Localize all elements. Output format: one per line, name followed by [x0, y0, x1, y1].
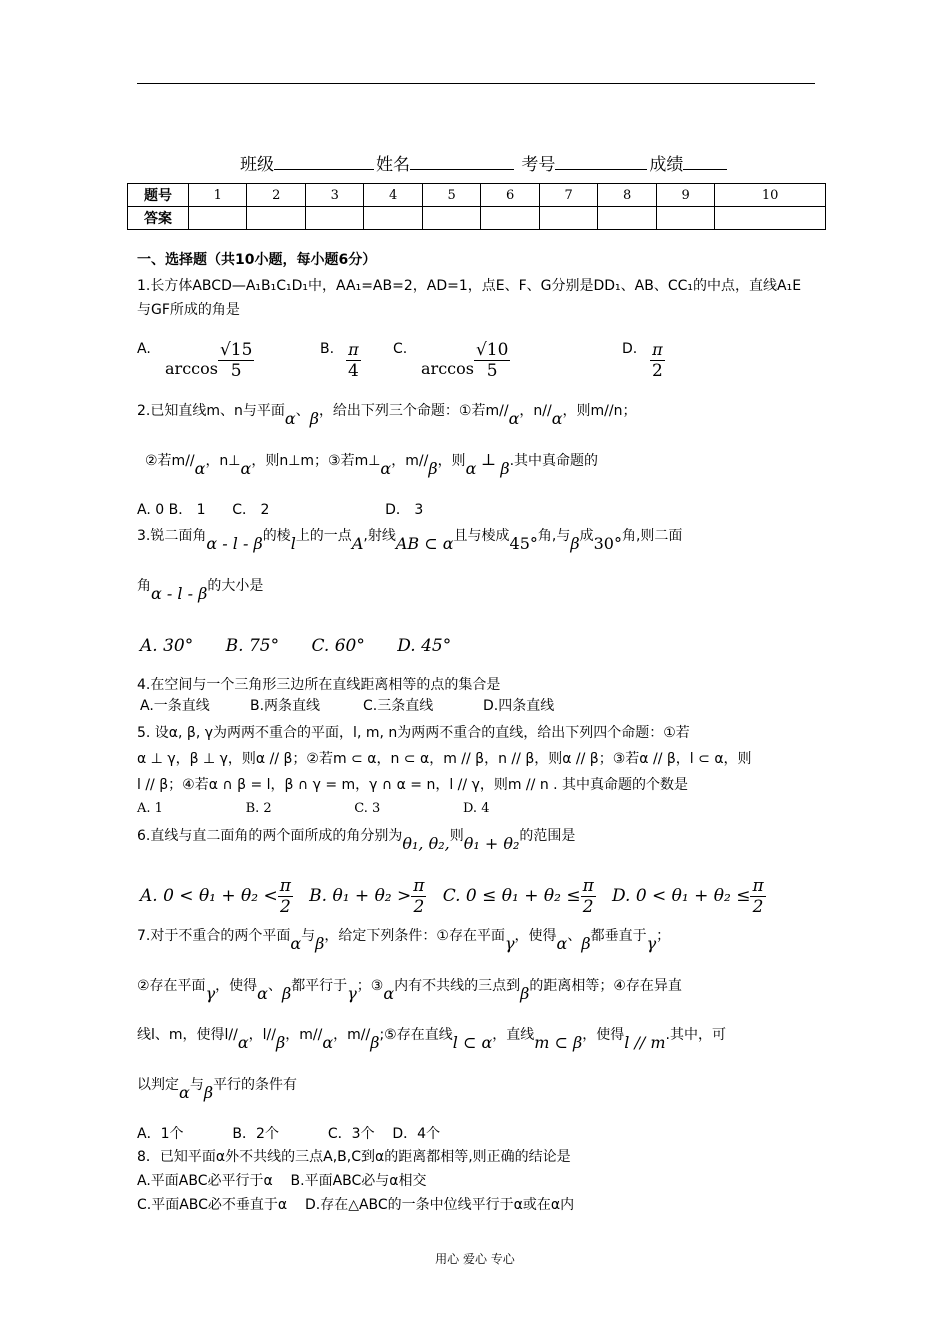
answer-cell[interactable] — [364, 207, 422, 230]
qnum-cell: 1 — [189, 184, 247, 207]
qnum-cell: 7 — [539, 184, 597, 207]
q6-option-b: B. θ₁ + θ₂ > — [309, 886, 412, 906]
answer-table — [127, 183, 826, 230]
q1-option-b-math: $\frac{\pi}{4}$ — [348, 340, 359, 381]
answer-cell[interactable] — [189, 207, 247, 230]
q5-options: A. 1 B. 2 C. 3 D. 4 — [137, 801, 490, 816]
q1-option-c: C. — [393, 341, 408, 357]
score-label: 成绩 — [649, 155, 684, 175]
qnum-cell: 5 — [422, 184, 480, 207]
qnum-cell: 3 — [305, 184, 363, 207]
q3-stem-line2: 角α - l - β的大小是 — [137, 578, 264, 603]
answer-cell[interactable] — [305, 207, 363, 230]
top-rule — [137, 83, 815, 84]
q7-options: A．1个 B．2个 C．3个 D．4个 — [137, 1126, 441, 1142]
q3-options: A. 30° B. 75° C. 60° D. 45° — [140, 636, 452, 656]
answer-cell[interactable] — [715, 207, 826, 230]
answer-row — [128, 207, 826, 230]
q7-stem-line2: ②存在平面γ，使得α、β都平行于γ；③α内有不共线的三点到β的距离相等；④存在异直 — [137, 978, 682, 1003]
q7-stem-line1: 7.对于不重合的两个平面α与β，给定下列条件：①存在平面γ，使得α、β都垂直于γ； — [137, 928, 671, 953]
q1-option-d: D. — [622, 341, 638, 357]
name-label: 姓名 — [376, 155, 410, 175]
qnum-cell: 10 — [715, 184, 826, 207]
answer-cell[interactable] — [422, 207, 480, 230]
answer-cell[interactable] — [539, 207, 597, 230]
answer-cell[interactable] — [598, 207, 656, 230]
qnum-cell: 9 — [656, 184, 714, 207]
student-info-header — [240, 150, 729, 175]
q1-option-b: B. — [320, 341, 335, 357]
qnum-cell: 4 — [364, 184, 422, 207]
q1-option-a-math: arccos $\frac{√15}{5}$ — [165, 340, 253, 381]
class-blank[interactable] — [274, 151, 374, 170]
q6-option-a: A. 0 < θ₁ + θ₂ < — [140, 886, 278, 906]
q8-stem: 8．已知平面α外不共线的三点A,B,C到α的距离都相等,则正确的结论是 — [137, 1149, 571, 1165]
name-blank[interactable] — [410, 151, 514, 170]
q5-stem-line3: l // β；④若α ∩ β = l，β ∩ γ = m，γ ∩ α = n，l // γ，则m // n . 其中真命题的个数是 — [137, 777, 689, 793]
q6-options: A. 0 < θ₁ + θ₂ < $\frac{\pi}{2}$ B. θ₁ + θ₂ > $\frac{\pi}{2}$ C. 0 ≤ θ₁ + θ₂ ≤ $\frac{\pi}{2}$ D. 0 < θ₁ + θ₂ ≤ $\frac{\pi}{2}$ — [140, 876, 764, 917]
question-number-row — [128, 184, 826, 207]
q7-stem-line4: 以判定α与β平行的条件有 — [137, 1077, 298, 1102]
q4-option-b: B.两条直线 — [250, 698, 321, 714]
q2-stem-line2: ②若m//α，n⊥α，则n⊥m；③若m⊥α，m//β，则α ⊥ β.其中真命题的 — [145, 450, 599, 478]
class-label: 班级 — [240, 155, 274, 175]
answer-cell[interactable] — [656, 207, 714, 230]
qnum-cell: 2 — [247, 184, 305, 207]
q6-stem: 6.直线与直二面角的两个面所成的角分别为θ₁, θ₂,则θ₁ + θ₂的范围是 — [137, 828, 576, 853]
q8-options-cd: C.平面ABC必不垂直于α D.存在△ABC的一条中位线平行于α或在α内 — [137, 1197, 575, 1213]
page-footer: 用心 爱心 专心 — [435, 1252, 515, 1266]
q1-option-c-math: arccos $\frac{√10}{5}$ — [421, 340, 509, 381]
q6-option-c: C. 0 ≤ θ₁ + θ₂ ≤ — [442, 886, 581, 906]
q2-stem-line1: 2.已知直线m、n与平面α、β，给出下列三个命题：①若m//α，n//α，则m//n； — [137, 403, 637, 428]
q2-options: A. 0 B． 1 C． 2 D． 3 — [137, 502, 424, 518]
answer-cell[interactable] — [247, 207, 305, 230]
q1-option-d-math: $\frac{\pi}{2}$ — [652, 340, 663, 381]
q1-stem-line2: 与GF所成的角是 — [137, 302, 240, 318]
q6-option-d: D. 0 < θ₁ + θ₂ ≤ — [611, 886, 751, 906]
q1-option-a: A. — [137, 341, 151, 357]
section-title: 一、选择题（共10小题，每小题6分） — [137, 252, 377, 268]
answer-cell[interactable] — [481, 207, 539, 230]
row-label-answers: 答案 — [128, 207, 189, 230]
id-label: 考号 — [521, 155, 556, 175]
q8-options-ab: A.平面ABC必平行于α B.平面ABC必与α相交 — [137, 1173, 427, 1189]
q5-stem-line1: 5. 设α, β, γ为两两不重合的平面，l, m, n为两两不重合的直线，给出下列四个命题：①若 — [137, 725, 690, 741]
row-label-numbers: 题号 — [128, 184, 189, 207]
q4-option-c: C.三条直线 — [363, 698, 434, 714]
q4-option-a: A.一条直线 — [140, 698, 210, 714]
q4-option-d: D.四条直线 — [483, 698, 555, 714]
qnum-cell: 8 — [598, 184, 656, 207]
q1-stem-line1: 1.长方体ABCD—A₁B₁C₁D₁中，AA₁=AB=2，AD=1，点E、F、G分别是DD₁、AB、CC₁的中点，直线A₁E — [137, 278, 802, 294]
qnum-cell: 6 — [481, 184, 539, 207]
id-blank[interactable] — [555, 151, 647, 170]
q5-stem-line2: α ⊥ γ，β ⊥ γ，则α // β；②若m ⊂ α，n ⊂ α，m // β，n // β，则α // β；③若α // β，l ⊂ α，则 — [137, 751, 752, 767]
q4-stem: 4.在空间与一个三角形三边所在直线距离相等的点的集合是 — [137, 677, 501, 693]
q3-stem-line1: 3.锐二面角α - l - β的棱l上的一点A,射线AB ⊂ α且与棱成45°角,与β成30°角,则二面 — [137, 528, 683, 553]
score-blank[interactable] — [683, 151, 727, 170]
q7-stem-line3: 线l、m，使得l//α，l//β，m//α，m//β;⑤存在直线l ⊂ α，直线m ⊂ β，使得l // m.其中，可 — [137, 1027, 726, 1052]
